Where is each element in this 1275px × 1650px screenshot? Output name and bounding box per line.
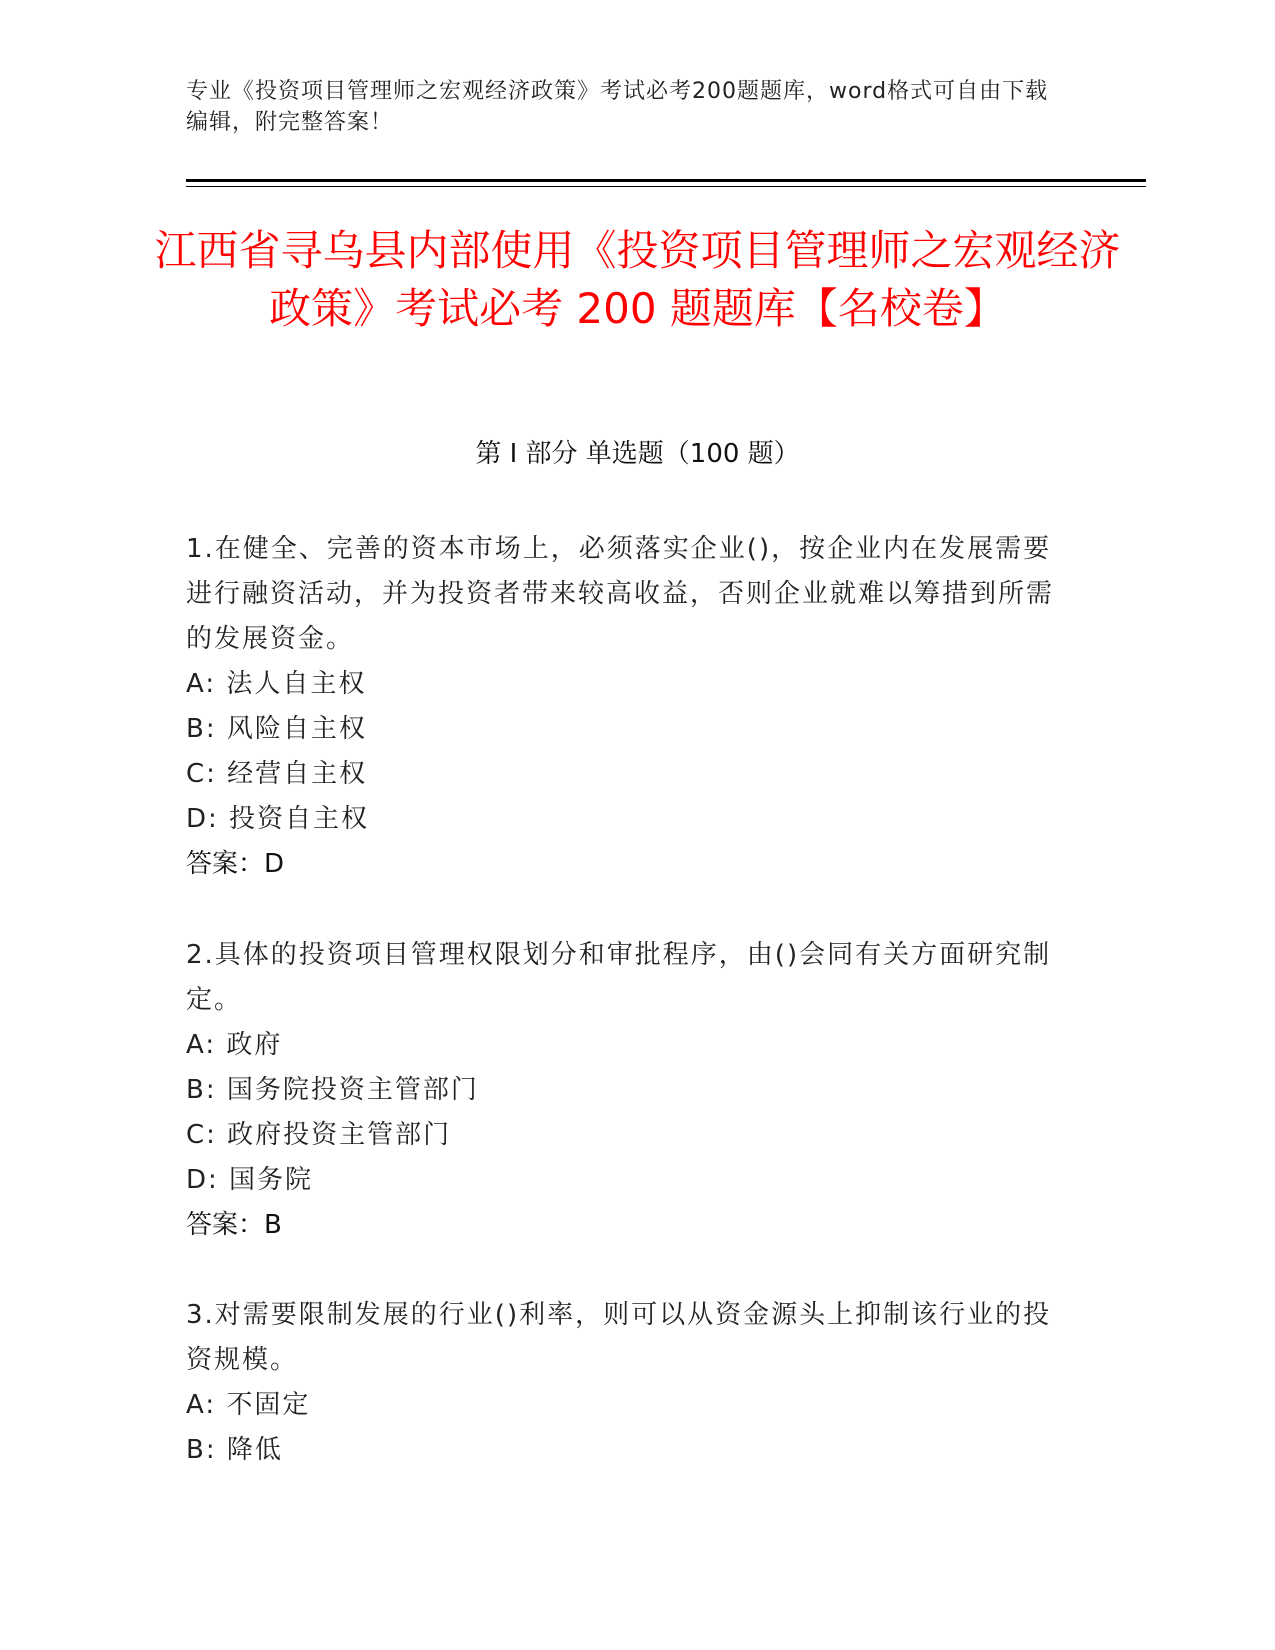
question-stem: 1.在健全、完善的资本市场上，必须落实企业()，按企业内在发展需要进行融资活动，并为投资者带来较高收益，否则企业就难以筹措到所需的发展资金。 [186,534,1055,654]
question-3 [186,1293,1066,1473]
option-a: A: 不固定 [186,1390,311,1420]
option-b: B: 降低 [186,1435,283,1465]
option-c: C: 经营自主权 [186,759,368,789]
section-title: 第 I 部分 单选题（100 题） [475,439,800,469]
option-c: C: 政府投资主管部门 [186,1120,452,1150]
document-title: 江西省寻乌县内部使用《投资项目管理师之宏观经济政策》考试必考 200 题题库【名校卷】 [154,226,1121,333]
option-b: B: 风险自主权 [186,714,367,744]
option-a: A: 政府 [186,1030,283,1060]
option-b: B: 国务院投资主管部门 [186,1075,479,1105]
header-rule-thin [186,186,1146,187]
option-d: D: 国务院 [186,1165,314,1195]
header-note: 专业《投资项目管理师之宏观经济政策》考试必考200题题库，word格式可自由下载编辑，附完整答案！ [186,79,1049,135]
answer: 答案：B [186,1210,282,1240]
question-1 [186,527,1066,887]
question-stem: 3.对需要限制发展的行业()利率，则可以从资金源头上抑制该行业的投资规模。 [186,1300,1052,1375]
option-d: D: 投资自主权 [186,804,370,834]
answer: 答案：D [186,849,285,879]
question-2 [186,933,1066,1248]
header-rule-thick [186,179,1146,182]
option-a: A: 法人自主权 [186,669,367,699]
question-stem: 2.具体的投资项目管理权限划分和审批程序，由()会同有关方面研究制定。 [186,940,1052,1015]
